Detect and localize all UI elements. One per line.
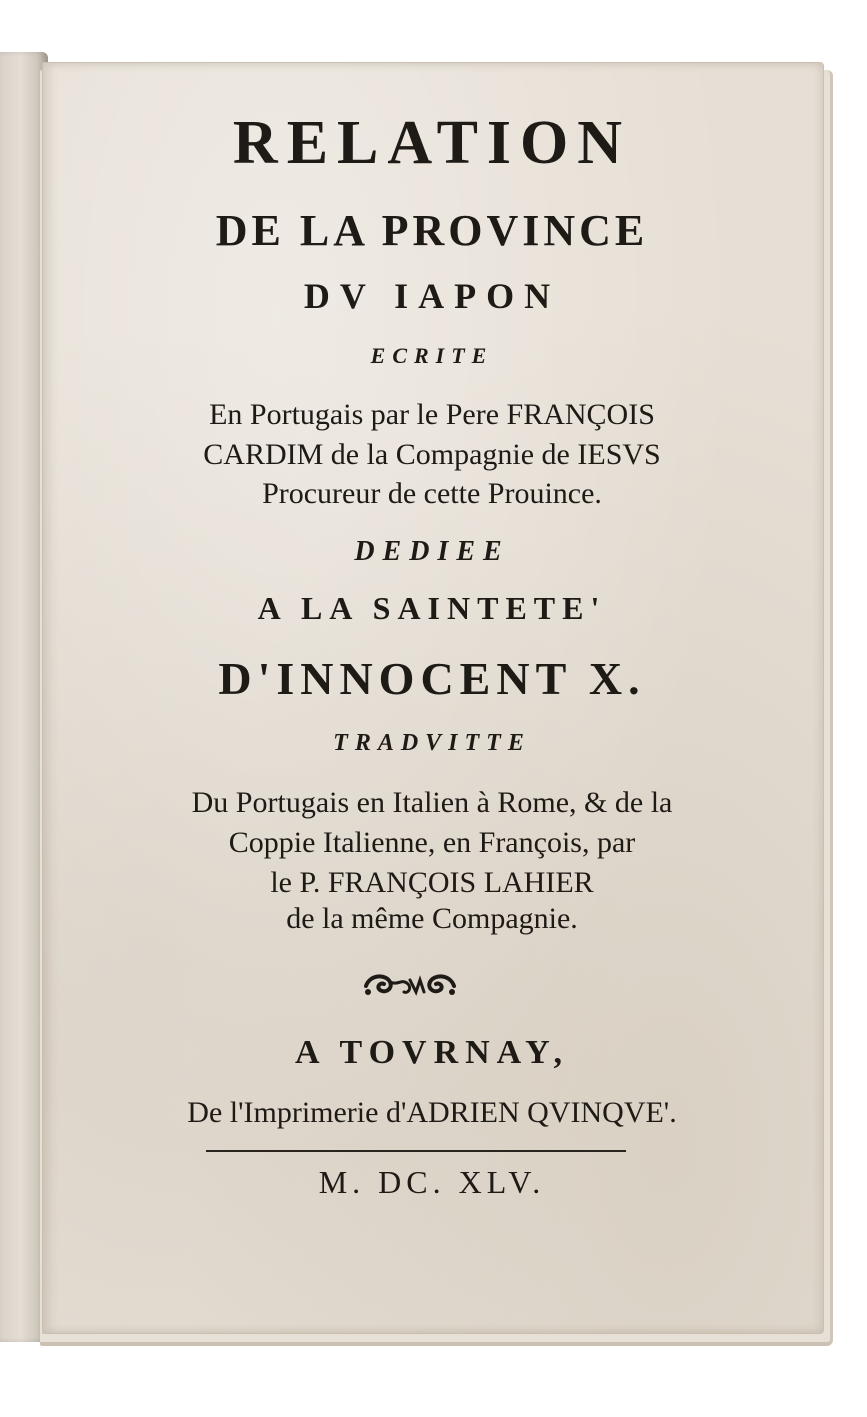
title-innocent: D'INNOCENT X. — [218, 653, 646, 704]
title-province: DE LA PROVINCE — [215, 206, 649, 255]
title-ecrite: ECRITE — [370, 343, 494, 368]
author-line-1: En Portugais par le Pere FRANÇOIS — [209, 398, 655, 431]
imprint-rule — [206, 1150, 626, 1152]
title-relation: RELATION — [232, 109, 632, 177]
translation-line-4: de la même Compagnie. — [286, 902, 578, 935]
imprint-year: M. DC. XLV. — [318, 1164, 546, 1200]
imprint-place: A TOVRNAY, — [294, 1034, 570, 1071]
title-dediee: DEDIEE — [354, 536, 510, 567]
printers-ornament-icon — [360, 968, 460, 1002]
title-traduitte: TRADVITTE — [333, 730, 531, 756]
imprint-printer: De l'Imprimerie d'ADRIEN QVINQVE'. — [187, 1096, 677, 1129]
translation-line-2: Coppie Italienne, en François, par — [228, 826, 636, 859]
title-saintete: A LA SAINTETE' — [257, 590, 607, 626]
author-line-3: Procureur de cette Prouince. — [262, 477, 602, 510]
title-japon: DV IAPON — [303, 276, 561, 316]
author-line-2: CARDIM de la Compagnie de IESVS — [203, 438, 661, 471]
translation-line-3: le P. FRANÇOIS LAHIER — [270, 866, 594, 899]
translation-line-1: Du Portugais en Italien à Rome, & de la — [191, 786, 673, 819]
